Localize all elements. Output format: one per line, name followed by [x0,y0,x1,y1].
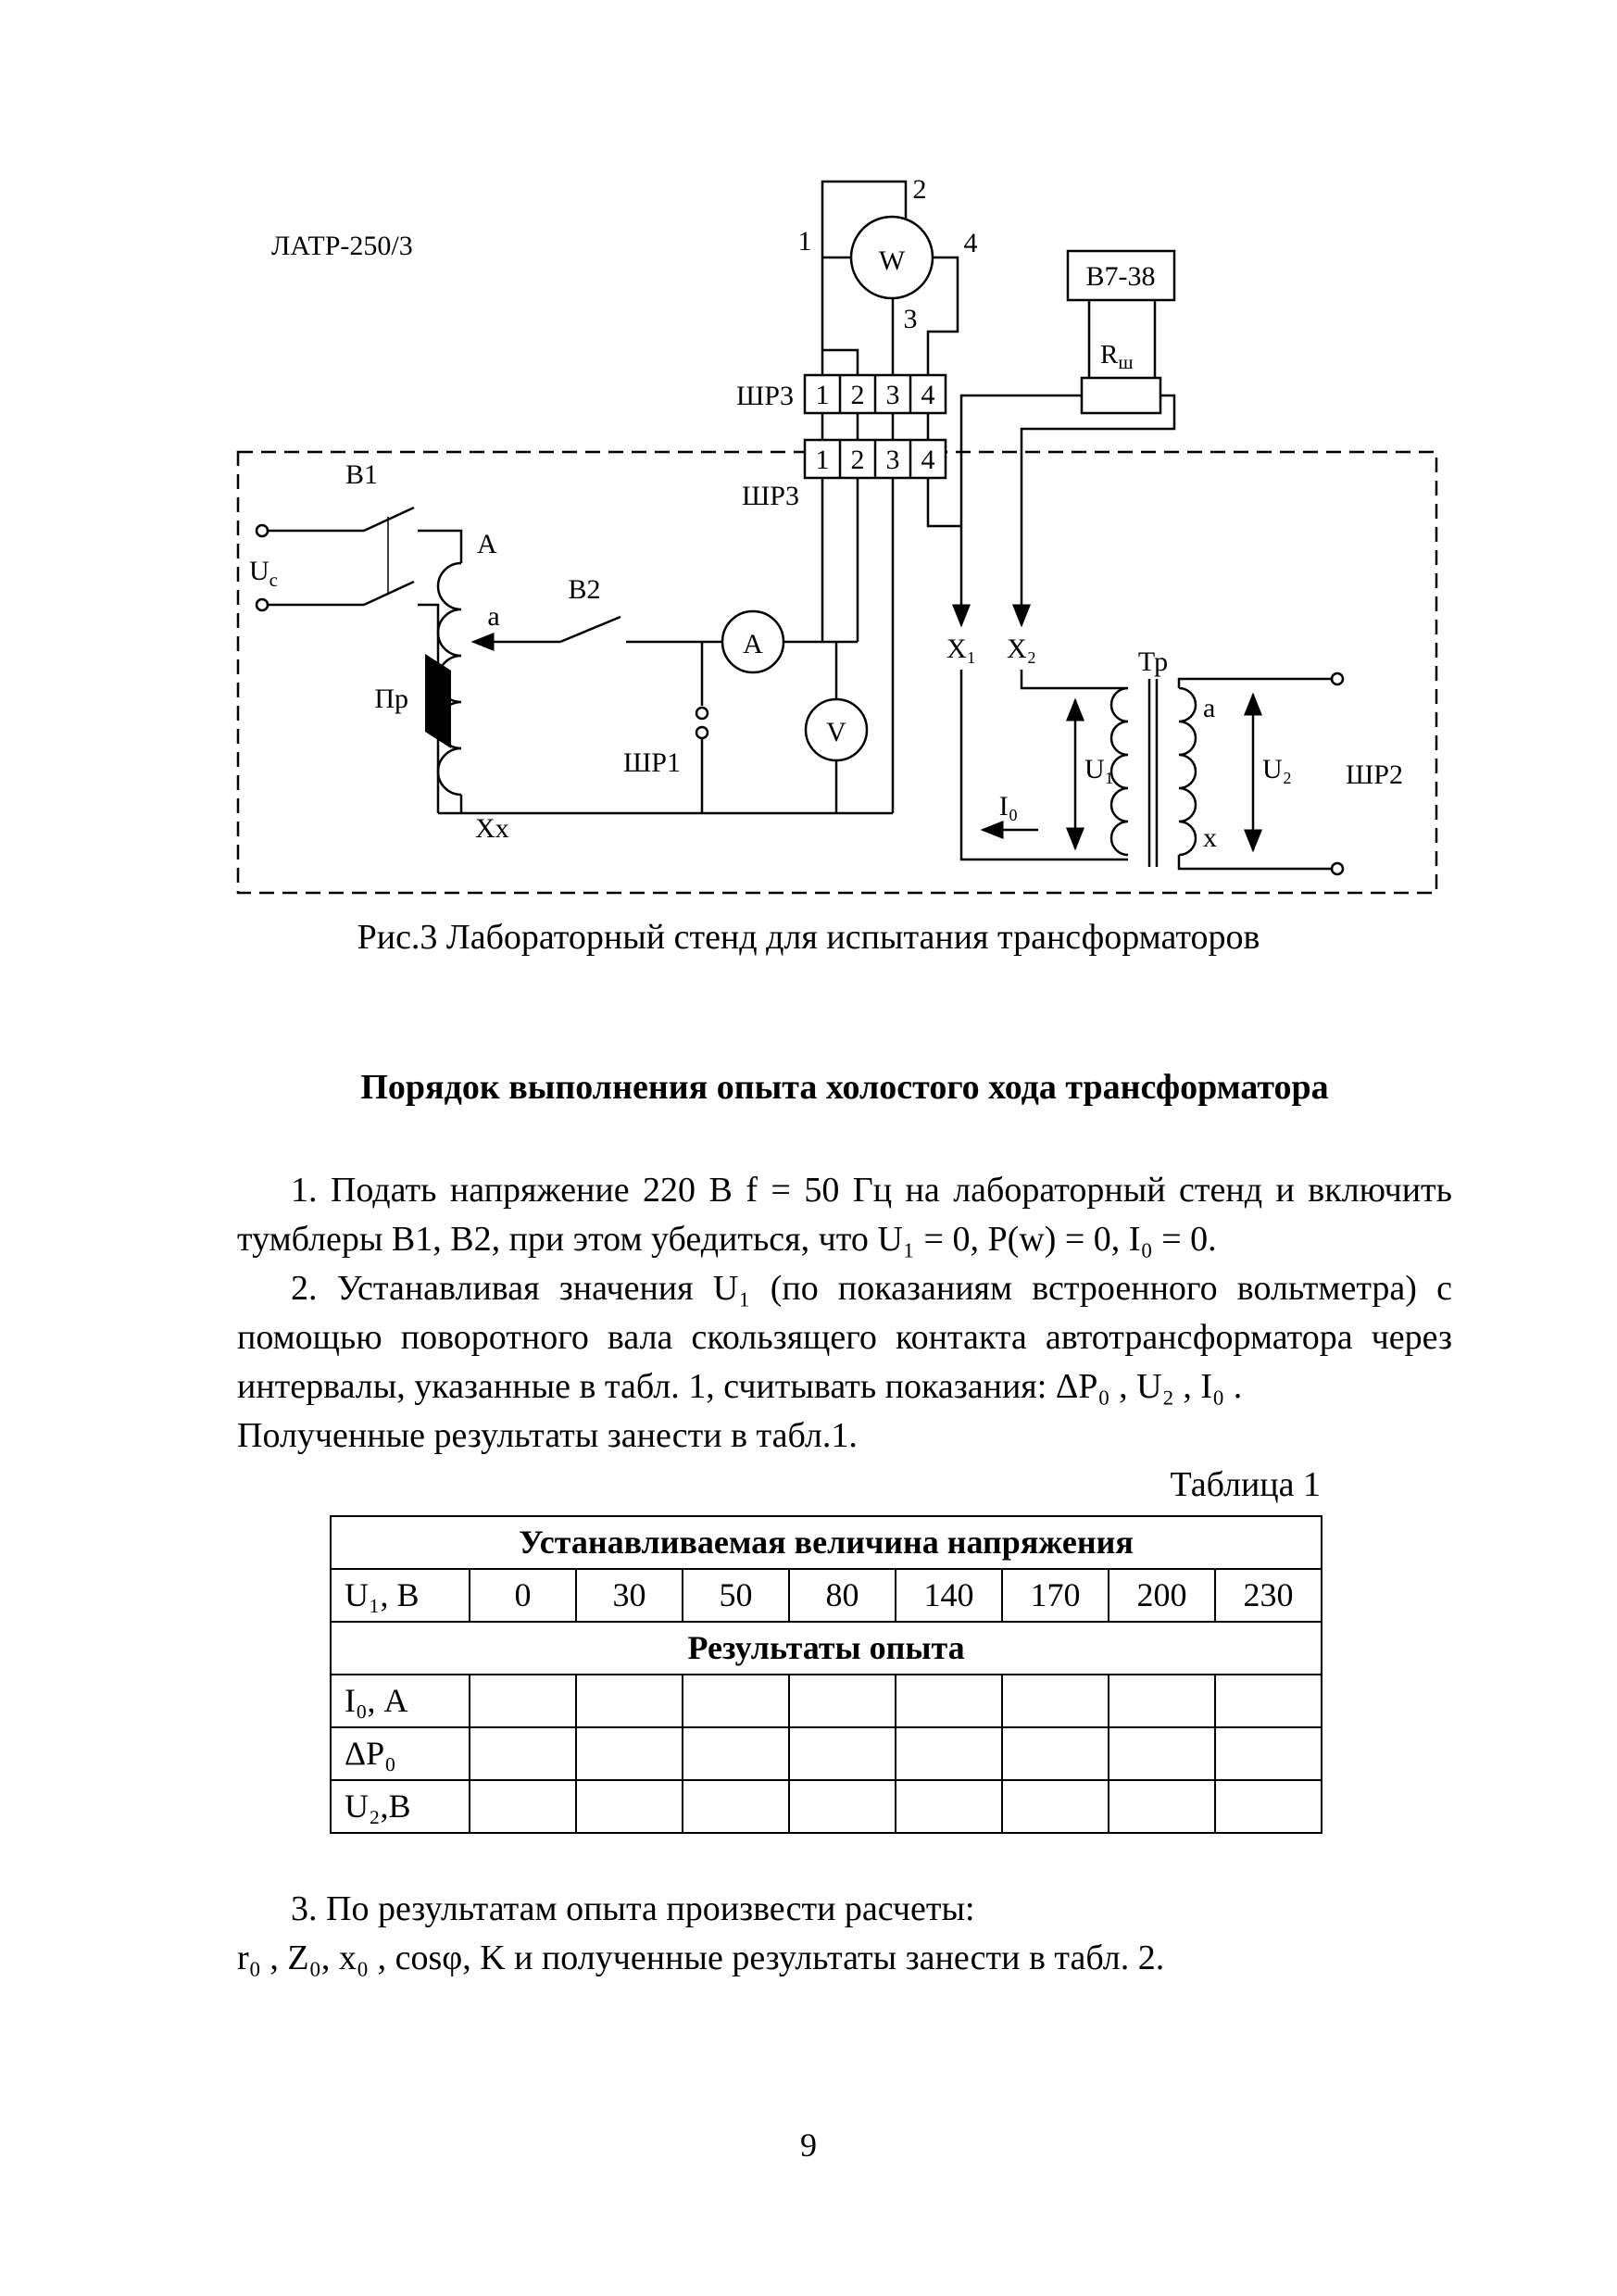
table-row-i0 [331,1675,1322,1727]
transformer-label: Тр [1137,646,1169,677]
connector-top-cell-3: 3 [885,380,900,410]
wattmeter-terminal-1: 1 [797,226,812,257]
empty-cell [683,1675,789,1727]
u2-label: U₂ [1262,754,1293,784]
voltage-cell: 30 [576,1569,683,1622]
table-row-u2 [331,1780,1322,1833]
voltage-cell: 50 [683,1569,789,1622]
secondary-terminal-x: х [1203,822,1217,853]
paragraph-step1: 1. Подать напряжение 220 В f = 50 Гц на лабораторный стенд и включить тумблеры В1, В2, при этом убедиться, что U₁ = 0, P(w) = 0, I₀ = 0. [237,1171,1452,1259]
empty-cell [896,1675,1002,1727]
shr2-terminal-top [1332,673,1343,684]
paragraph-step2: 2. Устанавливая значения U₁ (по показаниям встроенного вольтметра) с помощью поворотного вала скользящего контакта автотрансформатора через интервалы, указанные в табл. 1, считывать показания: ΔР₀ , U₂ , I₀ . [237,1269,1452,1406]
empty-cell [683,1727,789,1780]
wattmeter-letter: W [878,245,906,276]
paragraph-results-note: Полученные результаты занести в табл.1. [237,1416,858,1455]
paragraph-step3: 3. По результатам опыта произвести расчеты: [291,1889,975,1928]
wattmeter-terminal-3: 3 [903,304,918,334]
empty-cell [1002,1675,1109,1727]
transformer-secondary-winding [1179,688,1196,855]
connector-top-cell-4: 4 [921,380,935,410]
wattmeter-terminal-4: 4 [963,228,978,258]
voltage-cell: 140 [896,1569,1002,1622]
empty-cell [896,1780,1002,1833]
shr3-top-label: ШР3 [736,381,794,411]
shr2-terminal-bottom [1332,863,1343,874]
secondary-terminal-a: а [1203,693,1216,723]
latr-label: ЛАТР-250/3 [271,231,413,261]
empty-cell [789,1675,896,1727]
empty-cell [683,1780,789,1833]
empty-cell [470,1780,576,1833]
empty-cell [789,1727,896,1780]
empty-cell [1002,1780,1109,1833]
latr-slider-label: а [487,601,500,632]
i0-label: I₀ [998,791,1019,822]
empty-cell [576,1780,683,1833]
empty-cell [576,1727,683,1780]
empty-cell [1002,1727,1109,1780]
voltage-cell: 0 [470,1569,576,1622]
paragraph-step3-formulas: r₀ , Z₀, x₀ , cosφ, K и полученные результаты занести в табл. 2. [237,1938,1165,1977]
source-label: $U_c$ [249,556,278,591]
connector-top-cell-1: 1 [815,380,830,410]
empty-cell [1215,1727,1322,1780]
connector-bottom-cell-1: 1 [815,445,830,475]
switch-b2-label: В2 [568,574,601,605]
fuse-label: Пр [374,684,408,714]
empty-cell [789,1780,896,1833]
empty-cell [470,1675,576,1727]
shr2-label: ШР2 [1346,759,1403,790]
shr1-label: ШР1 [623,747,681,778]
u1-label: U₁ [1084,754,1115,784]
table-header-results: Результаты опыта [331,1622,1322,1675]
source-terminal-top [257,525,268,536]
shr1-terminal-bottom [696,727,708,738]
voltage-cell: 170 [1002,1569,1109,1622]
page-content [237,1063,1452,1983]
voltage-cell: 80 [789,1569,896,1622]
section-heading: Порядок выполнения опыта холостого хода трансформатора [360,1068,1329,1107]
latr-terminal-Xx: Хх [475,813,509,844]
device-v7-38-label: В7-38 [1085,261,1156,292]
row-label-i0: I₀, А [331,1675,470,1727]
row-label-dp0: ΔР₀ [331,1727,470,1780]
table-row-dp0 [331,1727,1322,1780]
terminal-x1-label: Х₁ [946,634,977,664]
empty-cell [1215,1675,1322,1727]
empty-cell [1109,1675,1215,1727]
empty-cell [1215,1780,1322,1833]
table-caption: Таблица 1 [1170,1465,1321,1504]
connector-bottom-cell-3: 3 [885,445,900,475]
shr3-bottom-label: ШР3 [742,481,799,511]
wattmeter-terminal-2: 2 [912,174,927,205]
voltage-cell: 230 [1215,1569,1322,1622]
empty-cell [576,1675,683,1727]
connector-bottom-cell-2: 2 [850,445,865,475]
fuse-symbol [425,654,451,748]
source-terminal-bottom [257,599,268,610]
row-label-u1: U₁, В [331,1569,470,1622]
switch-b1-label: В1 [345,459,379,490]
page-number: 9 [800,2127,817,2164]
terminal-x2-label: Х₂ [1006,634,1037,664]
empty-cell [470,1727,576,1780]
measurements-table [330,1515,1322,1834]
voltage-cell: 200 [1109,1569,1215,1622]
row-label-u2: U₂,В [331,1780,470,1833]
table-row-header-top [331,1516,1322,1569]
figure-caption: Рис.3 Лабораторный стенд для испытания трансформаторов [357,918,1260,957]
shunt-label: $R_ш$ [1100,340,1134,373]
table-row-header-results [331,1622,1322,1675]
empty-cell [1109,1727,1215,1780]
table-row-voltages [331,1569,1322,1622]
circuit-diagram [216,165,1440,906]
shr1-terminal-top [696,708,708,719]
latr-terminal-A: А [477,529,497,559]
empty-cell [1109,1780,1215,1833]
shunt-resistor [1082,378,1160,413]
table-header-voltage: Устанавливаемая величина напряжения [331,1516,1322,1569]
voltmeter-letter: V [826,717,846,747]
ammeter-letter: А [743,629,763,659]
connector-bottom-cell-4: 4 [921,445,935,475]
empty-cell [896,1727,1002,1780]
connector-top-cell-2: 2 [850,380,865,410]
